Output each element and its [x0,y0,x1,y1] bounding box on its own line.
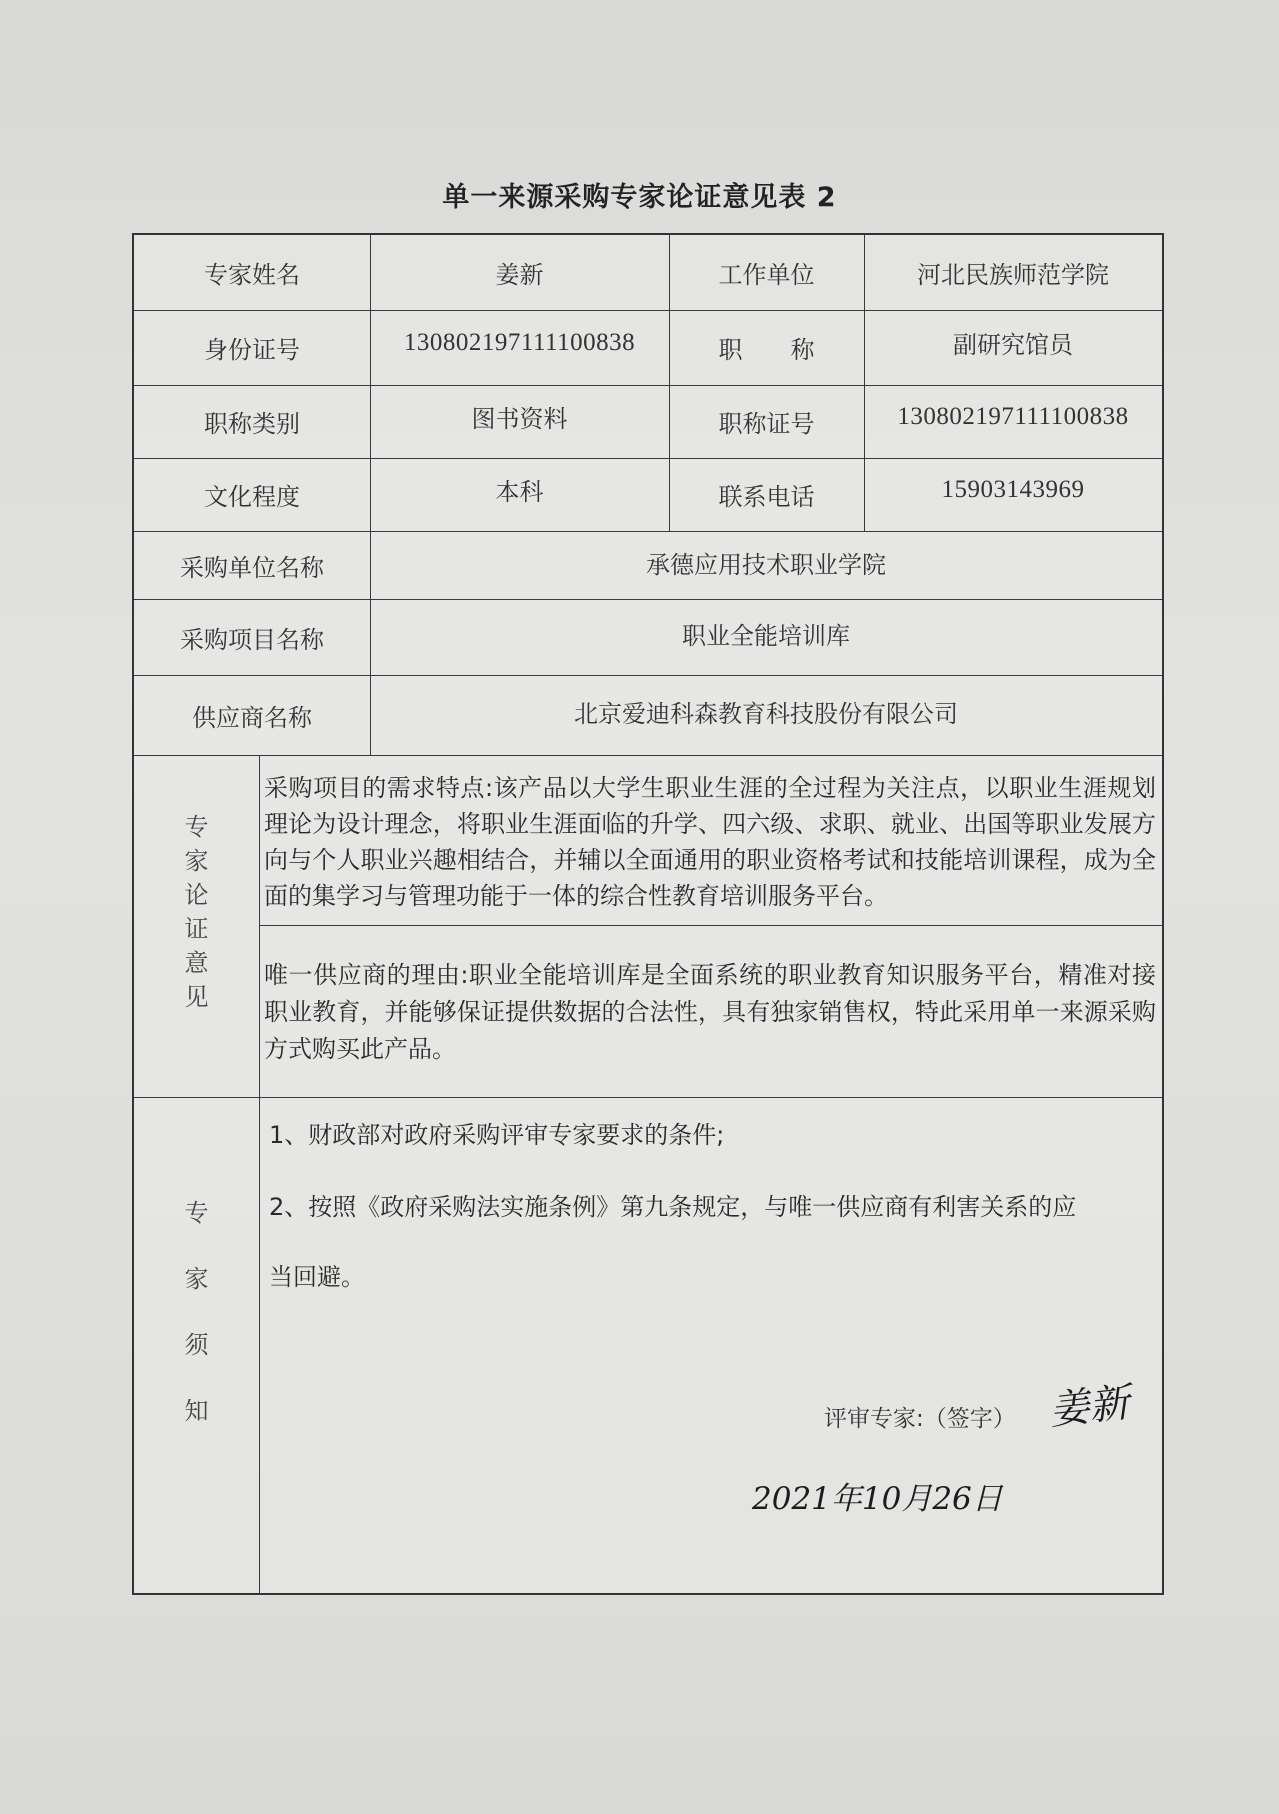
label-supplier-name: 供应商名称 [192,703,312,732]
handwritten-signature: 姜新 [1047,1379,1132,1435]
label-id-number: 身份证号 [204,336,300,364]
sole-supplier-reason-text: 唯一供应商的理由:职业全能培训库是全面系统的职业教育知识服务平台，精准对接职业教育，并能够保证提供数据的合法性，具有独家销售权，特此采用单一来源采购方式购买此产品。 [264,961,1156,1063]
handwritten-date: 2021年10月26日 [752,1481,1003,1517]
value-id-number: 130802197111100838 [403,328,636,356]
value-supplier-name: 北京爱迪科森教育科技股份有限公司 [574,699,958,728]
value-education: 本科 [495,478,544,506]
notice-item-1: 1、财政部对政府采购评审专家要求的条件; [269,1121,725,1149]
label-expert-notice: 专 家 须 知 [184,1199,209,1425]
value-phone: 15903143969 [941,475,1085,503]
value-title-cert-number: 130802197111100838 [897,402,1129,430]
value-project-name: 职业全能培训库 [682,621,850,650]
label-education: 文化程度 [204,483,300,511]
signature-label: 评审专家:（签字） [824,1406,1016,1432]
label-phone: 联系电话 [718,483,815,511]
label-title: 职 称 [718,336,815,364]
label-title-cert-number: 职称证号 [718,410,815,438]
label-title-category: 职称类别 [204,410,300,438]
document-title: 单一来源采购专家论证意见表 2 [442,182,837,213]
notice-item-2-cont: 当回避。 [269,1263,365,1291]
value-expert-name: 姜新 [495,261,544,289]
label-purchaser-name: 采购单位名称 [180,553,324,582]
value-purchaser-name: 承德应用技术职业学院 [646,550,886,579]
value-title: 副研究馆员 [953,331,1073,359]
demand-characteristics-text: 采购项目的需求特点:该产品以大学生职业生涯的全过程为关注点，以职业生涯规划理论为设计理念，将职业生涯面临的升学、四六级、求职、就业、出国等职业发展方向与个人职业兴趣相结合，并辅以全面通用的职业资格考试和技能培训课程，成为全面的集学习与管理功能于一体的综合性教育培训服务平台。 [264,774,1156,910]
label-expert-name: 专家姓名 [204,261,300,289]
label-work-unit: 工作单位 [718,261,815,289]
label-project-name: 采购项目名称 [180,625,324,654]
value-work-unit: 河北民族师范学院 [917,261,1109,289]
expert-opinion-table [132,233,1164,1595]
value-title-category: 图书资料 [471,405,568,433]
notice-item-2: 2、按照《政府采购法实施条例》第九条规定，与唯一供应商有利害关系的应 [269,1193,1077,1221]
label-expert-opinion: 专 家 论 证 意 见 [184,813,209,1011]
